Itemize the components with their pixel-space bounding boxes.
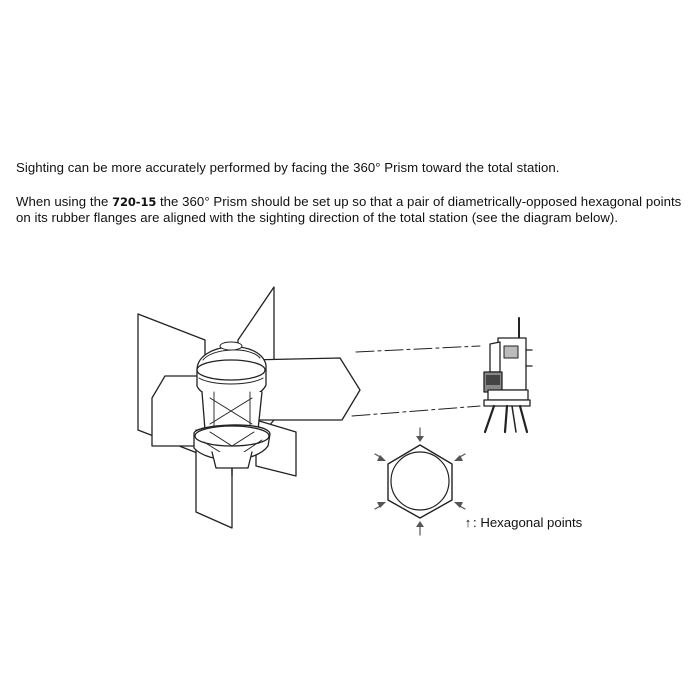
sighting-lines: [352, 346, 480, 416]
setup-paragraph: [16, 194, 688, 227]
model-number: 720-15: [112, 194, 157, 209]
legend-label: : Hexagonal points: [473, 515, 583, 530]
sighting-paragraph: Sighting can be more accurately performed by facing the 360° Prism toward the total station.: [16, 160, 560, 175]
prism-icon: [138, 287, 360, 528]
total-station-icon: [484, 318, 532, 432]
hexagon-diagram: [388, 445, 452, 518]
setup-paragraph-end: the 360° Prism should be set up so that a pair of diametrically-opposed hexagonal points on its rubber flanges are aligned with the sighting direction of the total station (see the diagram below).: [16, 193, 682, 226]
setup-paragraph-start: When using the: [16, 193, 113, 209]
diagram-legend: [463, 515, 582, 531]
up-arrow-icon: ↑: [464, 515, 472, 530]
prism-setup-diagram: [0, 270, 700, 540]
instruction-text: [16, 160, 688, 227]
